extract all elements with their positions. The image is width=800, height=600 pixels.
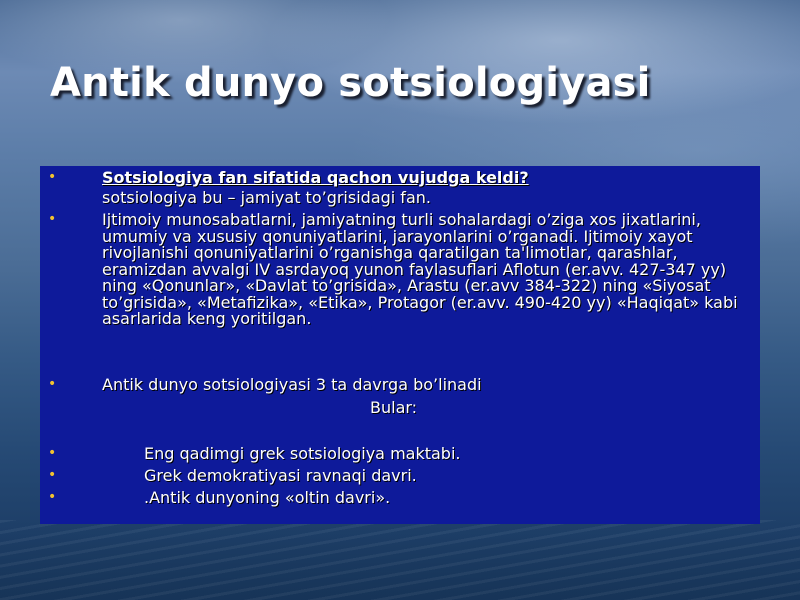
period-item: .Antik dunyoning «oltin davri». (144, 488, 391, 507)
slide-title: Antik dunyo sotsiologiyasi (50, 60, 651, 106)
bullet-icon: • (48, 445, 57, 461)
bullet-icon: • (48, 489, 57, 505)
periods-intro: Antik dunyo sotsiologiyasi 3 ta davrga bo’linadi (102, 375, 482, 394)
period-item: Grek demokratiyasi ravnaqi davri. (144, 466, 417, 485)
period-item: Eng qadimgi grek sotsiologiya maktabi. (144, 444, 461, 463)
bullet-icon: • (48, 211, 57, 227)
bullet-icon: • (48, 169, 57, 185)
bullet-icon: • (48, 376, 57, 392)
content-panel (40, 166, 760, 524)
paragraph-text: Ijtimoiy munosabatlarni, jamiyatning turli sohalardagi o’ziga xos jixatlarini, umumiy va xususiy qonuniyatlarini, jarayonlarini o’rganadi. Ijtimoiy xayot rivojlanishi qonuniyatlarini o’rganishga qaratilgan ta'limotlar, qarashlar, eramizdan avvalgi IV asrdayoq yunon faylasuflari Aflotun (er.avv. 427-347 yy) ning «Qonunlar», «Davlat to’grisida», Arastu (er.avv 384-322) ning «Siyosat to’grisida», «Metafizika», «Etika», Protagor (er.avv. 490-420 yy) «Haqiqat» kabi asarlarida keng yoritilgan. (102, 210, 738, 328)
question-heading: Sotsiologiya fan sifatida qachon vujudga keldi? (102, 168, 529, 187)
background-sea (0, 520, 800, 600)
bullet-icon: • (48, 467, 57, 483)
answer-text: sotsiologiya bu – jamiyat to’grisidagi fan. (102, 188, 431, 207)
periods-sub: Bular: (370, 398, 418, 417)
